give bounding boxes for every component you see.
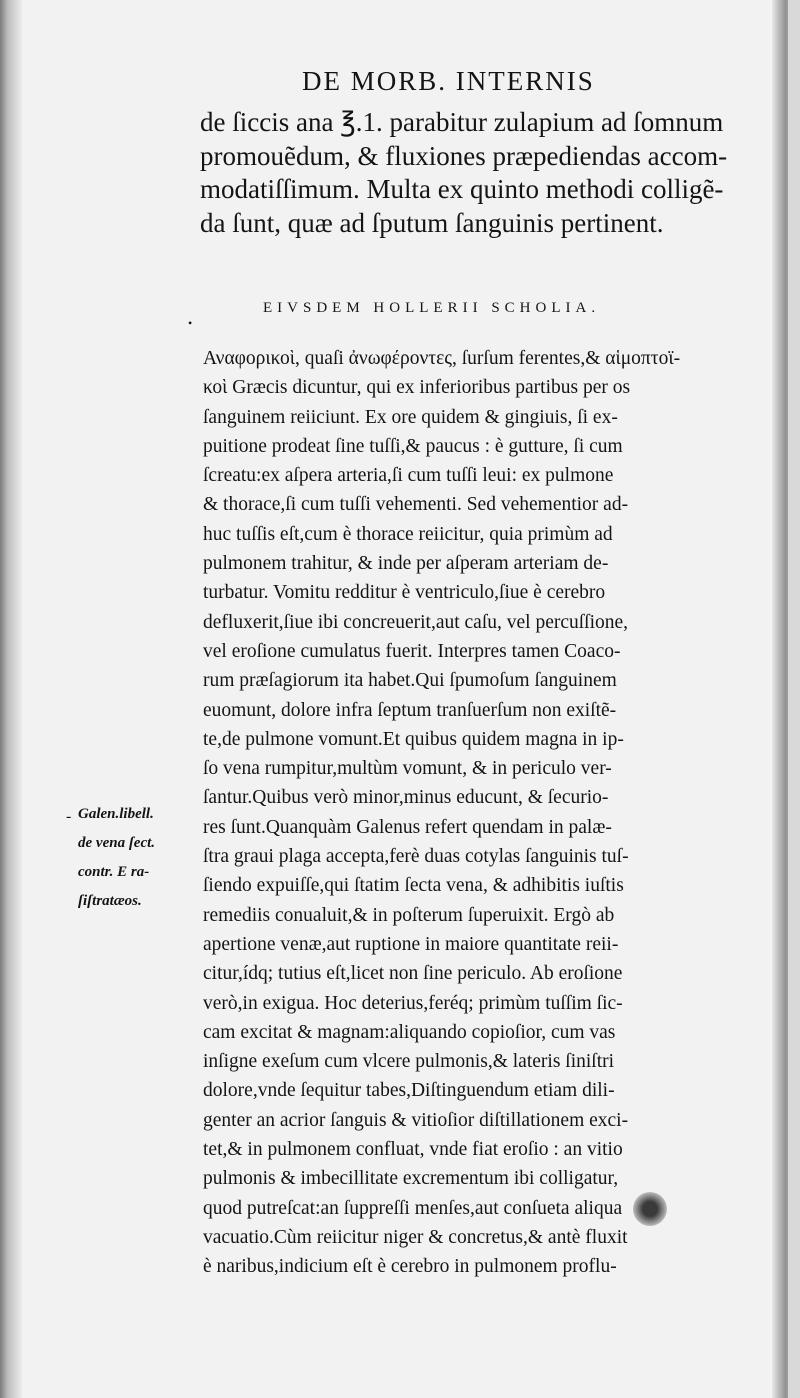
text-line: Αναφορικοὶ, quaſi ἀνωφέροντες, ſurſum ferentes,& αἱμοπτοϊ-: [203, 348, 681, 369]
text-line: genter an acrior ſanguis & vitioſior diſtillationem exci-: [203, 1109, 629, 1131]
text-line: inſigne exeſum cum vlcere pulmonis,& lateris ſiniſtri: [203, 1051, 615, 1073]
text-line: ſanguinem reiiciunt. Ex ore quidem & gingiuis, ſi ex-: [203, 406, 618, 428]
text-line: apertione venæ,aut ruptione in maiore quantitate reii-: [203, 933, 619, 955]
page-gutter-shadow: [0, 0, 22, 1398]
text-line: & thorace,ſi cum tuſſi vehementi. Sed vehementior ad-: [203, 494, 629, 516]
text-line: citur,ídq; tutius eſt,licet non ſine periculo. Ab eroſione: [203, 963, 623, 985]
text-line: huc tuſſis eſt,cum è thorace reiicitur, quia primùm ad: [203, 523, 613, 545]
text-line: pulmonis & imbecillitate excrementum ibi colligatur,: [203, 1168, 619, 1190]
text-line: cam excitat & magnam:aliquando copioſior, cum vas: [203, 1021, 616, 1043]
text-line: turbatur. Vomitu redditur è ventriculo,ſiue è cerebro: [203, 582, 606, 604]
top-paragraph: [200, 106, 770, 240]
running-head: DE MORB. INTERNIS: [302, 66, 595, 96]
text-line: promouẽdum, & fluxiones præpediendas accom-: [200, 140, 728, 171]
text-line: ſcreatu:ex aſpera arteria,ſi cum tuſſi leui: ex pulmone: [203, 465, 614, 487]
text-line: è naribus,indicium eſt è cerebro in pulmonem proflu-: [203, 1256, 617, 1278]
ink-blot: [633, 1192, 667, 1226]
text-line: te,de pulmone vomunt.Et quibus quidem magna in ip-: [203, 728, 624, 750]
marginal-note-line: ſiſtratæos.: [78, 893, 142, 909]
margin-mark: •: [188, 316, 193, 330]
text-line: quod putreſcat:an ſuppreſſi menſes,aut conſueta aliqua: [203, 1197, 623, 1219]
text-line: dolore,vnde ſequitur tabes,Diſtinguendum etiam dili-: [203, 1080, 615, 1102]
scholia-body: [203, 344, 793, 1282]
text-line: modatiſſimum. Multa ex quinto methodi colligẽ-: [200, 174, 724, 204]
text-line: remediis conualuit,& in poſterum ſuperuixit. Ergò ab: [203, 904, 615, 926]
text-line: rum præſagiorum ita habet.Qui ſpumoſum ſanguinem: [203, 670, 617, 692]
text-line: ſantur.Quibus verò minor,minus educunt, & ſecurio-: [203, 787, 609, 809]
text-line: euomunt, dolore infra ſeptum tranſuerſum non exiſtẽ-: [203, 699, 617, 721]
text-line: ſiendo expuiſſe,qui ſtatim ſecta vena, & adhibitis iuſtis: [203, 875, 624, 897]
text-line: verò,in exigua. Hoc deterius,feréq; primùm tuſſim ſic-: [203, 992, 623, 1014]
text-line: res ſunt.Quanquàm Galenus refert quendam in palæ-: [203, 816, 612, 838]
marginal-note-line: contr. E ra-: [78, 864, 150, 880]
margin-mark: -: [66, 808, 72, 825]
marginal-note: [78, 800, 208, 916]
marginal-note-line: de vena ſect.: [78, 835, 156, 851]
text-line: vacuatio.Cùm reiicitur niger & concretus,& antè fluxit: [203, 1226, 628, 1248]
text-line: ſtra graui plaga accepta,ferè duas cotylas ſanguinis tuſ-: [203, 846, 629, 868]
section-heading: EIVSDEM HOLLERII SCHOLIA.: [263, 300, 601, 316]
text-line: defluxerit,ſiue ibi concreuerit,aut caſu, vel percuſſione,: [203, 611, 629, 633]
text-line: da ſunt, quæ ad ſputum ſanguinis pertinent.: [200, 207, 664, 238]
text-line: puitione prodeat ſine tuſſi,& paucus : è gutture, ſi cum: [203, 435, 623, 457]
text-line: tet,& in pulmonem confluat, vnde fiat eroſio : an vitio: [203, 1139, 623, 1161]
text-line: ſo vena rumpitur,multùm vomunt, & in periculo ver-: [203, 758, 612, 780]
marginal-note-line: Galen.libell.: [78, 806, 154, 822]
text-line: pulmonem trahitur, & inde per aſperam arteriam de-: [203, 553, 609, 575]
text-line: vel eroſione cumulatus fuerit. Interpres tamen Coaco-: [203, 640, 621, 662]
text-line: κοὶ Græcis dicuntur, qui ex inferioribus partibus per os: [203, 377, 631, 399]
text-line: de ſiccis ana ℥.1. parabitur zulapium ad ſomnum: [200, 107, 724, 137]
